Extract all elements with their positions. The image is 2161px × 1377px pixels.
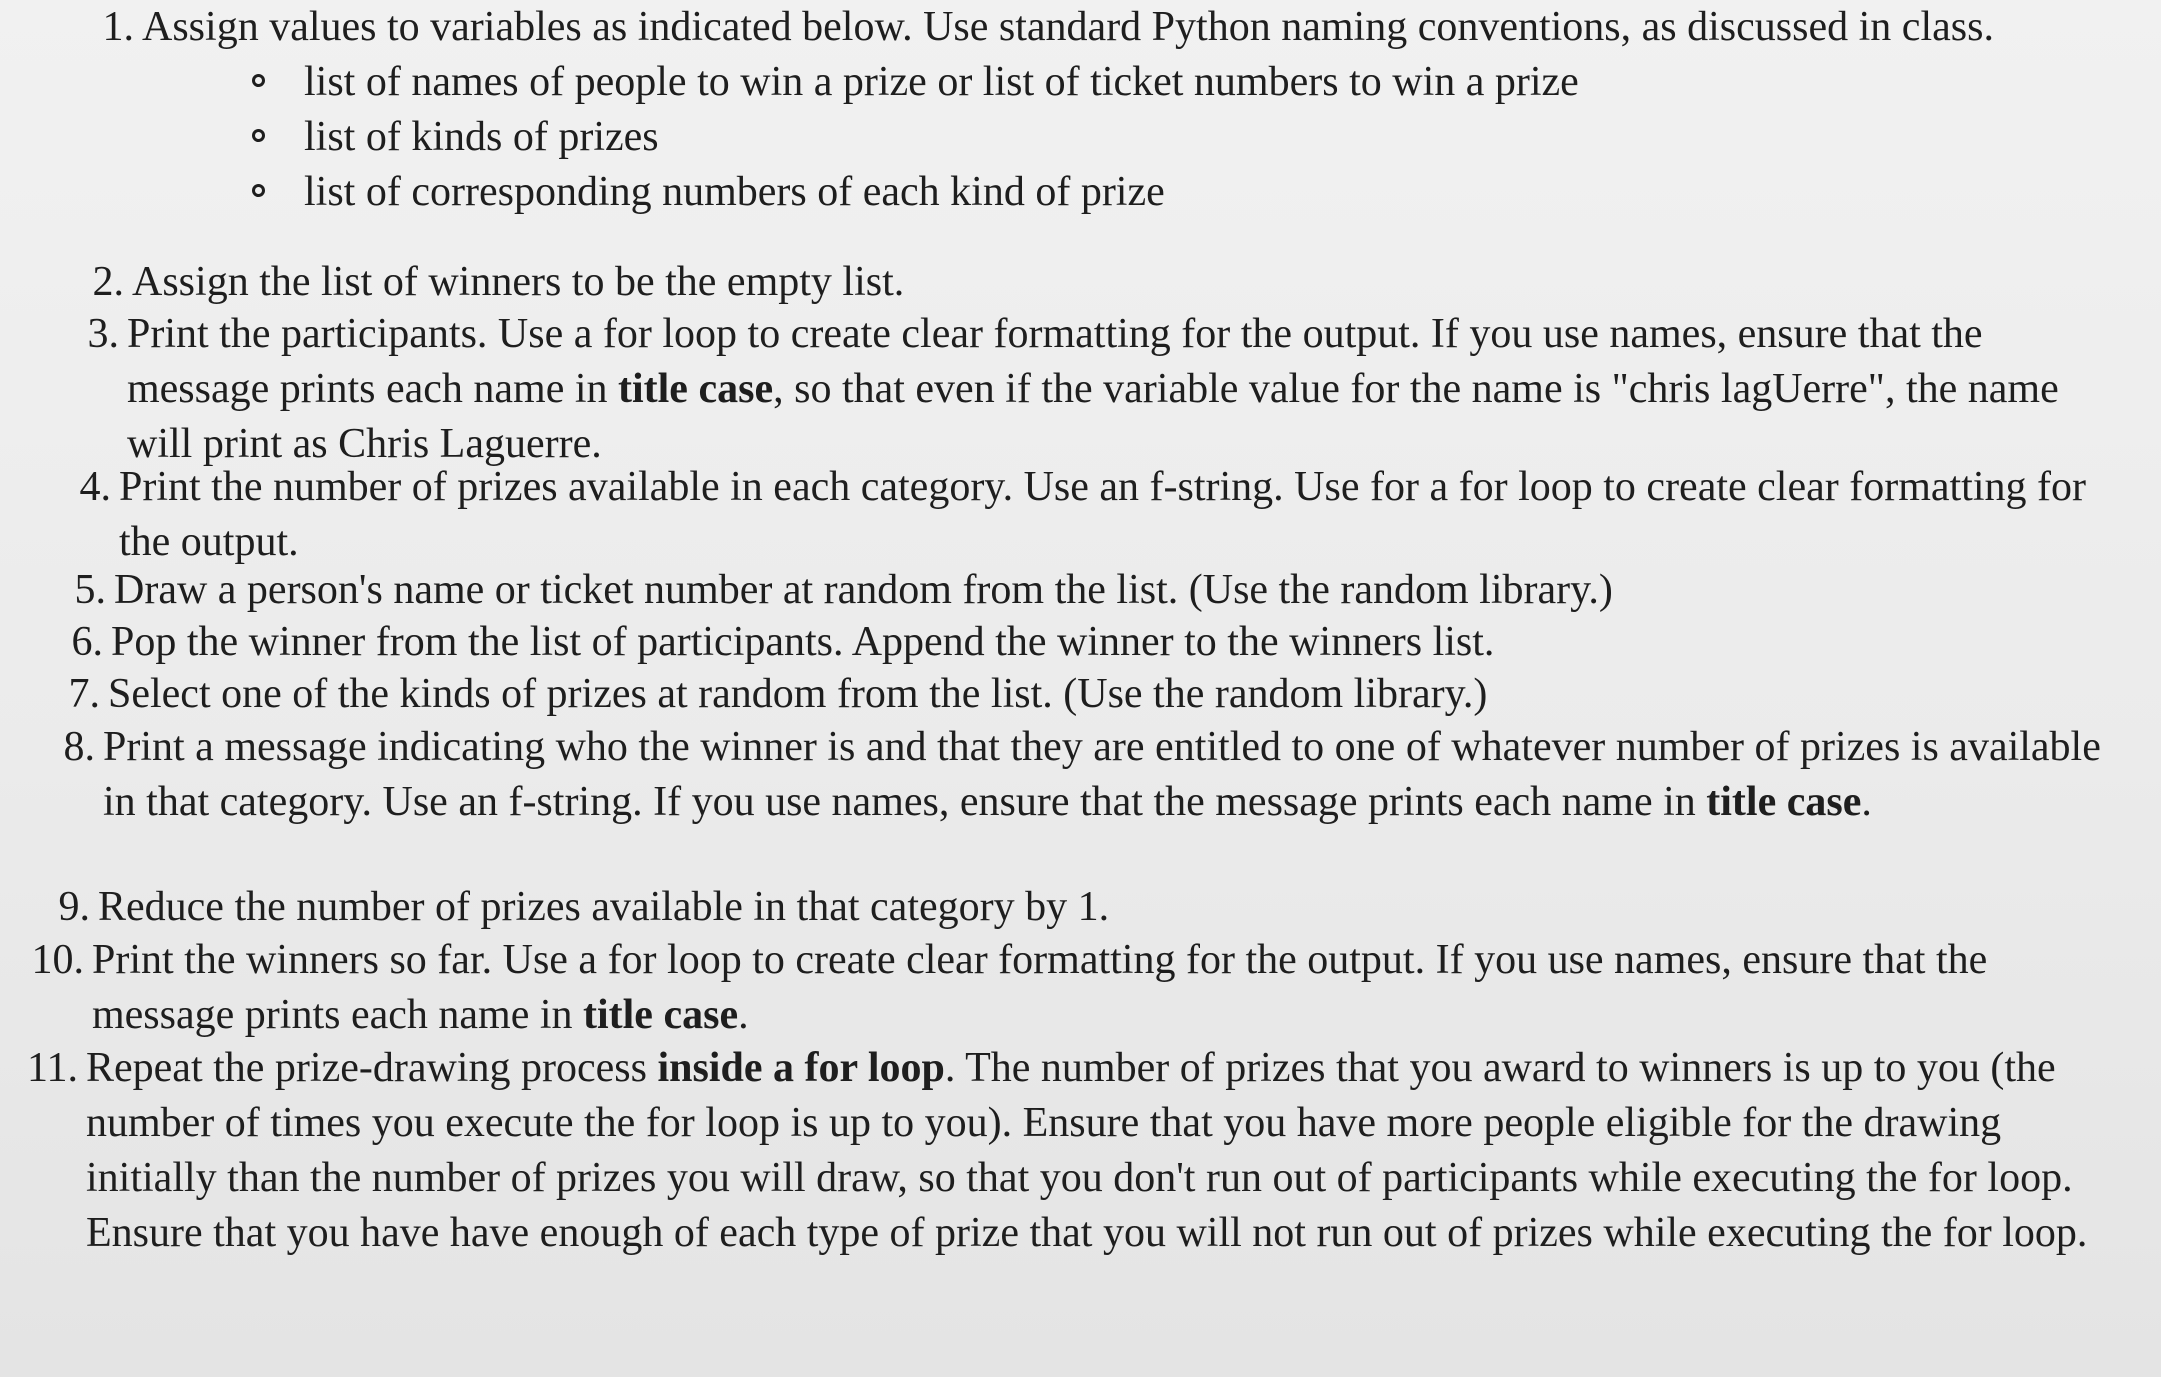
item-number: 10. bbox=[31, 937, 84, 983]
item-number: 3. bbox=[87, 311, 119, 357]
item-text: Print the participants. Use a for loop to create clear formatting for the output. If you use names, ensure that the message prints each name in title case, so that even if the variable value for the name is "chris lagUerre", the name will print as Chris Laguerre. bbox=[127, 311, 2059, 467]
item-number: 8. bbox=[63, 724, 95, 770]
item-text: Assign values to variables as indicated below. Use standard Python naming conventions, as discussed in class. bbox=[142, 4, 1994, 50]
item-number: 1. bbox=[102, 4, 134, 50]
item-text: Print the number of prizes available in each category. Use an f-string. Use for a for loop to create clear formatting for the output. bbox=[119, 464, 2086, 565]
item-text: Select one of the kinds of prizes at random from the list. (Use the random library.) bbox=[108, 671, 1488, 717]
sub-list-item: list of kinds of prizes bbox=[252, 110, 2131, 165]
item-number: 6. bbox=[71, 619, 103, 665]
hollow-bullet-icon bbox=[252, 129, 265, 142]
list-item-6 bbox=[71, 615, 2131, 670]
list-item-2 bbox=[92, 255, 2131, 310]
list-item-3 bbox=[87, 307, 2131, 472]
list-item-9 bbox=[58, 880, 2131, 935]
item-number: 7. bbox=[68, 671, 100, 717]
item-number: 9. bbox=[58, 884, 90, 930]
item-number: 2. bbox=[92, 259, 124, 305]
item-text: Print a message indicating who the winner is and that they are entitled to one of whatever number of prizes is available in that category. Use an f-string. If you use names, ensure that the message prints each name in title case. bbox=[103, 724, 2101, 825]
sub-list bbox=[252, 55, 2131, 220]
item-text: Draw a person's name or ticket number at random from the list. (Use the random library.) bbox=[114, 567, 1613, 613]
item-text: Repeat the prize-drawing process inside a for loop. The number of prizes that you award to winners is up to you (the number of times you execute the for loop is up to you). Ensure that you have more people eligible for the drawing initially than the number of prizes you will draw, so that you don't run out of participants while executing the for loop. Ensure that you have have enough of each type of prize that you will not run out of prizes while executing the for loop. bbox=[86, 1045, 2088, 1256]
item-text: Print the winners so far. Use a for loop to create clear formatting for the output. If you use names, ensure that the message prints each name in title case. bbox=[92, 937, 1988, 1038]
sub-list-item: list of names of people to win a prize or list of ticket numbers to win a prize bbox=[252, 55, 2131, 110]
list-item-8 bbox=[63, 720, 2131, 830]
item-text: Pop the winner from the list of participants. Append the winner to the winners list. bbox=[111, 619, 1495, 665]
list-item-4 bbox=[79, 460, 2131, 570]
item-number: 11. bbox=[27, 1045, 78, 1091]
hollow-bullet-icon bbox=[252, 184, 265, 197]
item-number: 4. bbox=[79, 464, 111, 510]
item-number: 5. bbox=[74, 567, 106, 613]
hollow-bullet-icon bbox=[252, 74, 265, 87]
sub-list-item: list of corresponding numbers of each kind of prize bbox=[252, 165, 2131, 220]
list-item-7 bbox=[68, 667, 2131, 722]
item-text: Reduce the number of prizes available in that category by 1. bbox=[98, 884, 1110, 930]
list-item-5 bbox=[74, 563, 2131, 618]
list-item-1 bbox=[102, 0, 2131, 220]
list-item-10 bbox=[31, 933, 2131, 1043]
list-item-11 bbox=[27, 1041, 2131, 1261]
item-text: Assign the list of winners to be the empty list. bbox=[132, 259, 905, 305]
